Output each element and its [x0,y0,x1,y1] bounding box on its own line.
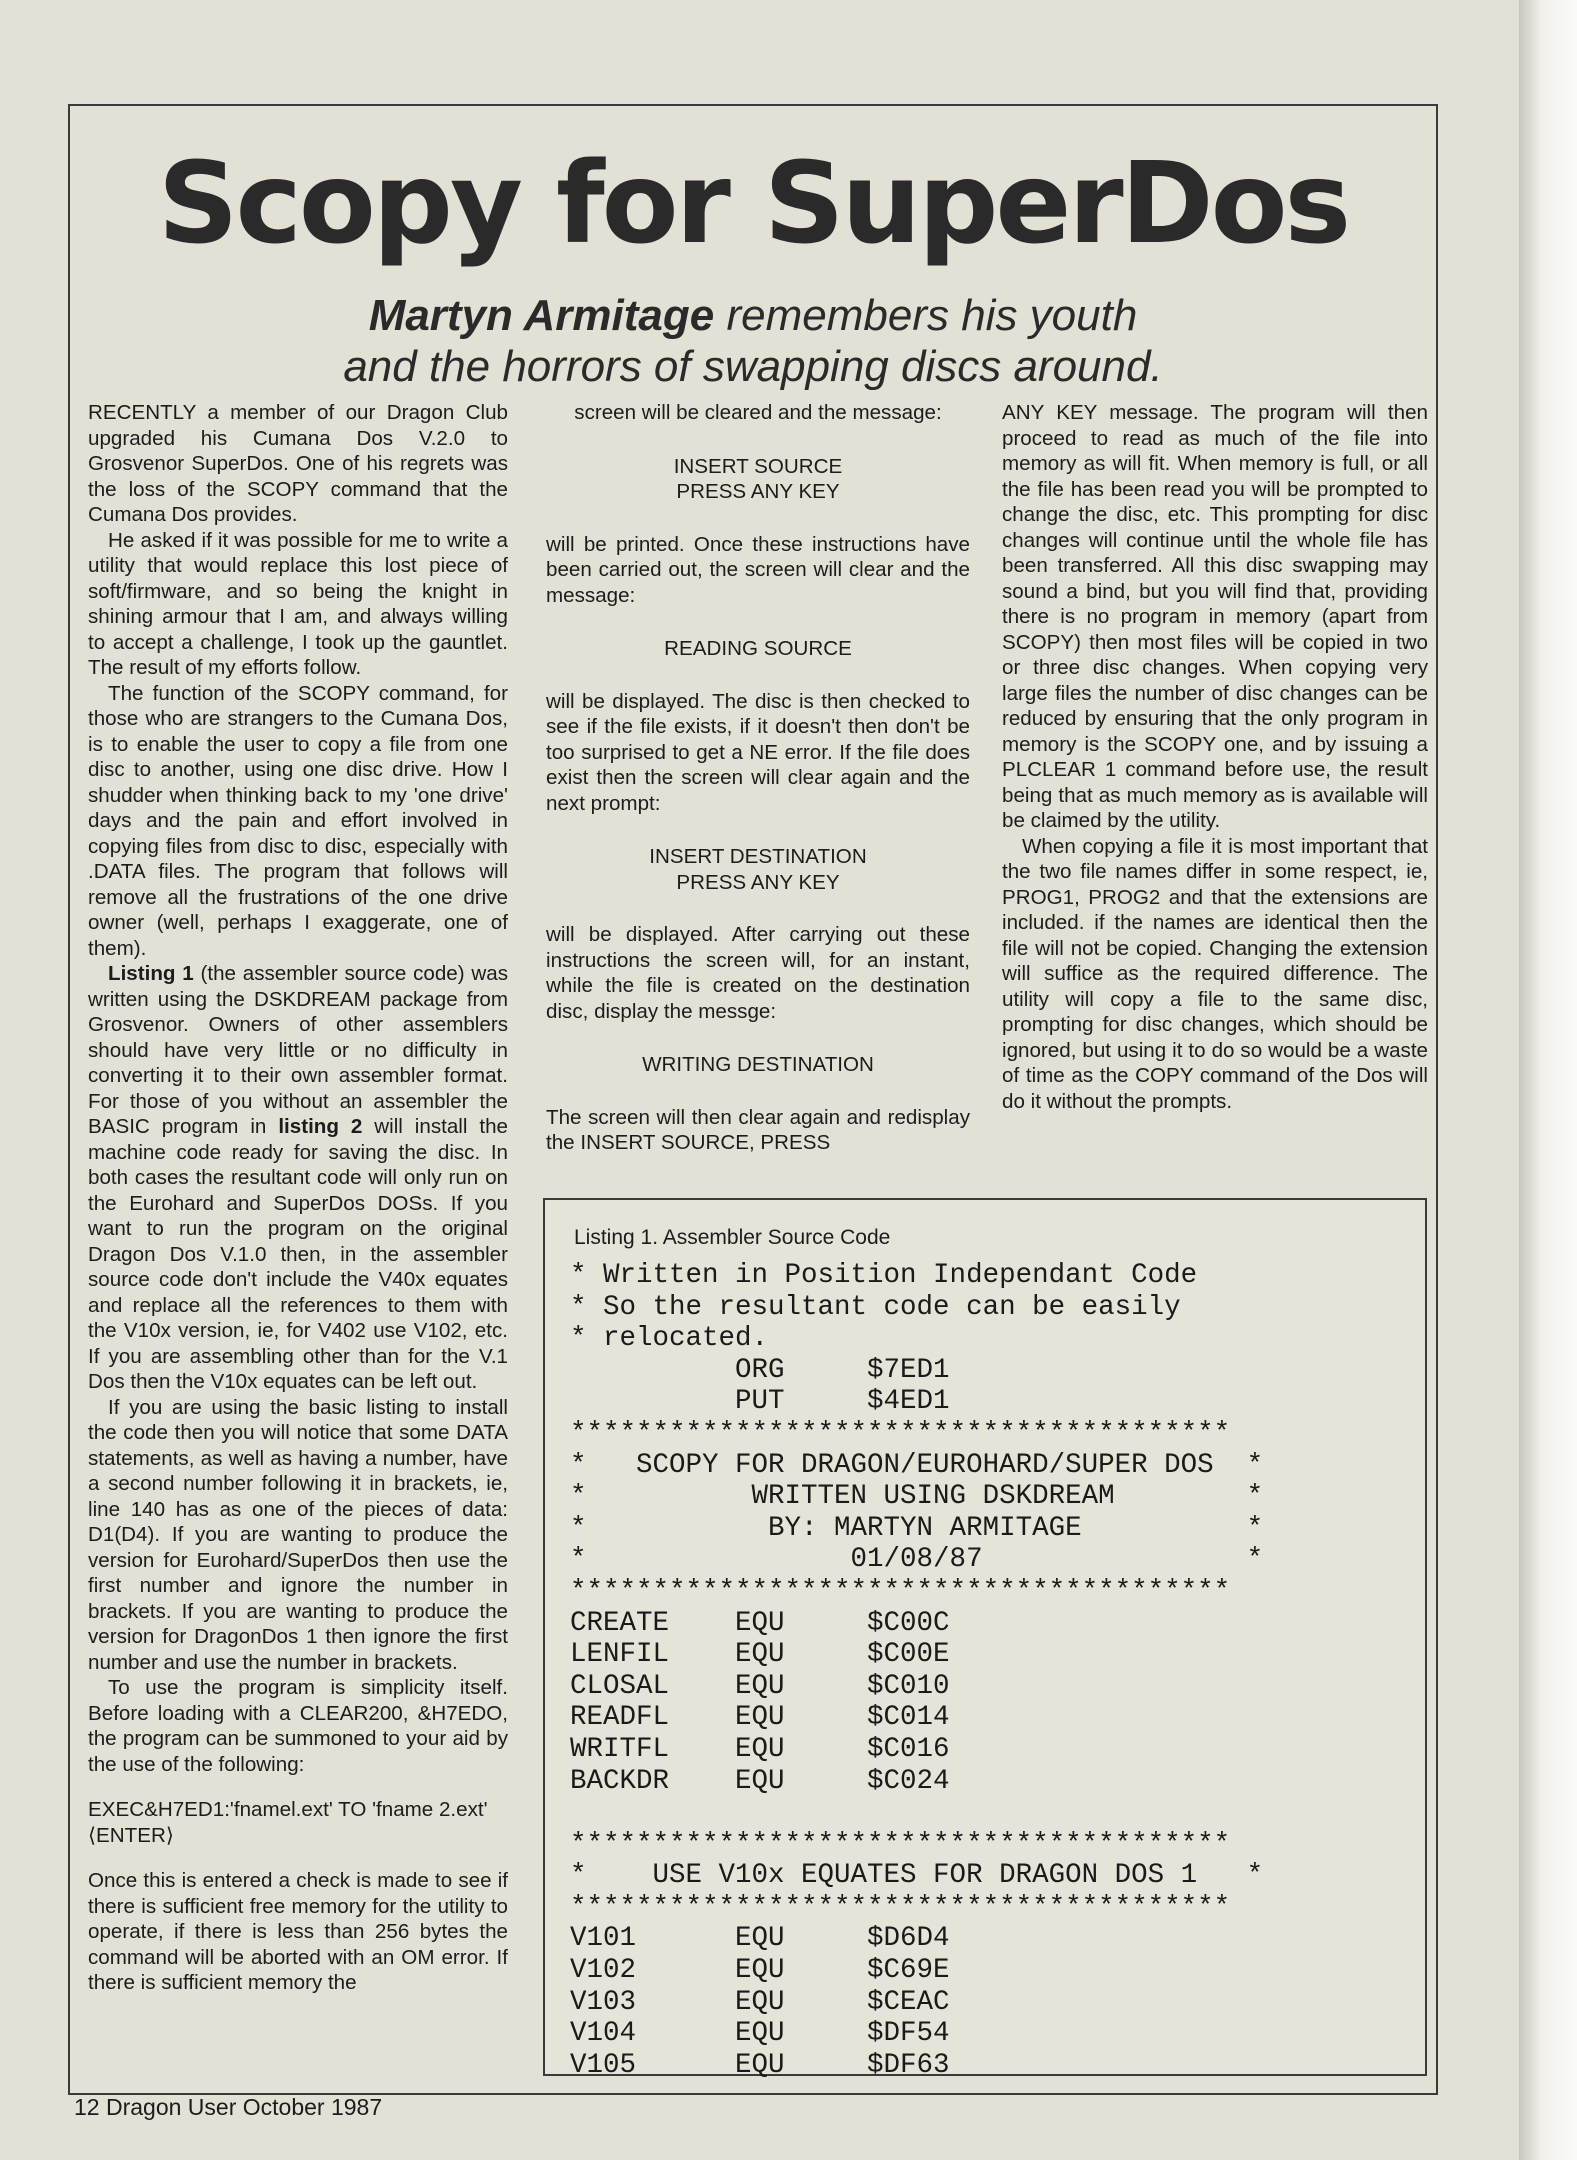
assembler-source-code: * Written in Position Independant Code * So the resultant code can be easily * relocated. ORG $7ED1 PUT $4ED1 **************************************** * SCOPY FOR DRAGON/EUROHARD/SUPER DOS * * WRITTEN USING DSKDREAM * * BY: MARTYN ARMITAGE * * 01/08/87 * **************************************** CREATE EQU $C00C LENFIL EQU $C00E CLOSAL EQU $C010 READFL EQU $C014 WRITFL EQU $C016 BACKDR EQU $C024 **************************************** * USE V10x EQUATES FOR DRAGON DOS 1 * **************************************** V101 EQU $D6D4 V102 EQU $C69E V103 EQU $CEAC V104 EQU $DF54 V105 EQU $DF63 [570,1260,1264,2081]
paragraph: To use the program is simplicity itself. Before loading with a CLEAR200, &H7EDO, the program can be summoned to your aid by the use of the following: [88,1676,508,1776]
paragraph: RECENTLY a member of our Dragon Club upgraded his Cumana Dos V.2.0 to Grosvenor SuperDos. One of his regrets was the loss of the SCOPY command that the Cumana Dos provides. [88,401,508,526]
message-line: INSERT SOURCE [673,454,843,478]
text-column-3 [1002,400,1428,1114]
message-line: INSERT DESTINATION [649,845,867,868]
screen-message-insert-source [546,454,970,505]
paragraph: will be displayed. After carrying out these instructions the screen will, for an instant, while the file is created on the destination disc, display the messge: [546,923,970,1023]
article-title: Scopy for SuperDos [157,139,1349,269]
paragraph: The function of the SCOPY command, for those who are strangers to the Cumana Dos, is to enable the user to copy a file from one disc to another, using one disc drive. How I shudder when thinking back to my 'one drive' days and the pain and effort involved in copying files from disc to disc, especially with .DATA files. The program that follows will remove all the frustrations of the one drive owner (well, perhaps I exaggerate, one of them). [88,681,508,960]
paragraph-text: will install the machine code ready for saving the disc. In both cases the resultant code will only run on the Eurohard and SuperDos DOSs. If you want to run the program on the original Dragon Dos V.1.0 then, in the assembler source code don't include the V40x equates and replace all the references to them with the V10x version, ie, for V402 use V102, etc. If you are assembling other than for the V.1 Dos then the V10x equates can be left out. [88,1115,509,1393]
paragraph: When copying a file it is most important that the two file names differ in some respect, ie, PROG1, PROG2 and that the extensions are included. if the names are identical then the file will not be copied. Changing the extension will suffice as the required difference. The utility will copy a file to the same disc, prompting for disc changes, which should be ignored, but using it to do so would be a waste of time as the COPY command of the Dos will do it without the prompts. [1002,834,1428,1113]
paragraph: Once this is entered a check is made to see if there is sufficient free memory for the utility to operate, if there is less than 256 bytes the command will be aborted with an OM error. If there is sufficient memory the [88,1869,508,1994]
screen-message-insert-destination [546,844,970,895]
paragraph [88,961,508,1395]
listing-1-ref: Listing 1 [108,962,194,985]
page-footer: 12 Dragon User October 1987 [74,2094,383,2120]
command-example: EXEC&H7ED1:'fnamel.ext' TO 'fname 2.ext' ⟨ENTER⟩ [88,1798,488,1847]
paragraph-text: (the assembler source code) was written using the DSKDREAM package from Grosvenor. Owners of other assemblers should have very little or no difficulty in converting it to their own assembler format. For those of you without an assembler the BASIC program in [88,962,508,1138]
paragraph: ANY KEY message. The program will then proceed to read as much of the file into memory as will fit. When memory is full, or all the file has been read you will be prompted to change the disc, etc. This prompting for disc changes will continue until the whole file has been transferred. All this disc swapping may sound a bind, but you will find that, providing there is no program in memory (apart from SCOPY) then most files will be copied in two or three disc changes. When copying very large files the number of disc changes can be reduced by ensuring that the only program in memory is the SCOPY one, and by issuing a PLCLEAR 1 command before use, the result being that as much memory as is available will be claimed by the utility. [1002,401,1428,832]
paragraph: screen will be cleared and the message: [574,401,942,424]
message-line: PRESS ANY KEY [676,480,840,503]
screen-message-reading-source: READING SOURCE [664,637,852,660]
text-column-1 [88,400,508,1996]
paragraph: will be printed. Once these instructions have been carried out, the screen will clear and the message: [546,532,970,607]
paragraph: will be displayed. The disc is then checked to see if the file exists, if it doesn't then don't be too surprised to get a NE error. If the file does exist then the screen will clear again and the next prompt: [546,689,970,815]
paragraph: If you are using the basic listing to install the code then you will notice that some DATA statements, as well as having a number, have a second number following it in brackets, ie, line 140 has as one of the pieces of data: D1(D4). If you are wanting to produce the version for Eurohard/SuperDos then use the first number and ignore the number in brackets. If you are wanting to produce the version for DragonDos 1 then ignore the first number and use the number in brackets. [88,1395,508,1674]
text-column-2 [546,400,970,1156]
subtitle-line-1 [68,290,1438,341]
message-line: PRESS ANY KEY [676,870,840,894]
article-subtitle [68,290,1438,392]
paragraph: The screen will then clear again and redisplay the INSERT SOURCE, PRESS [546,1105,970,1154]
subtitle-line-2: and the horrors of swapping discs around. [343,342,1163,391]
screen-message-writing-destination: WRITING DESTINATION [642,1053,874,1076]
page-edge-shadow [1519,0,1577,2160]
author-name: Martyn Armitage [368,291,715,340]
listing-2-ref: listing 2 [278,1115,363,1138]
subtitle-line-1-rest: remembers his youth [726,291,1138,340]
listing-title: Listing 1. Assembler Source Code [574,1226,891,1249]
paragraph: He asked if it was possible for me to write a utility that would replace this lost piece of soft/firmware, and so being the knight in shining armour that I am, and always willing to accept a challenge, I took up the gauntlet. The result of my efforts follow. [88,528,508,679]
